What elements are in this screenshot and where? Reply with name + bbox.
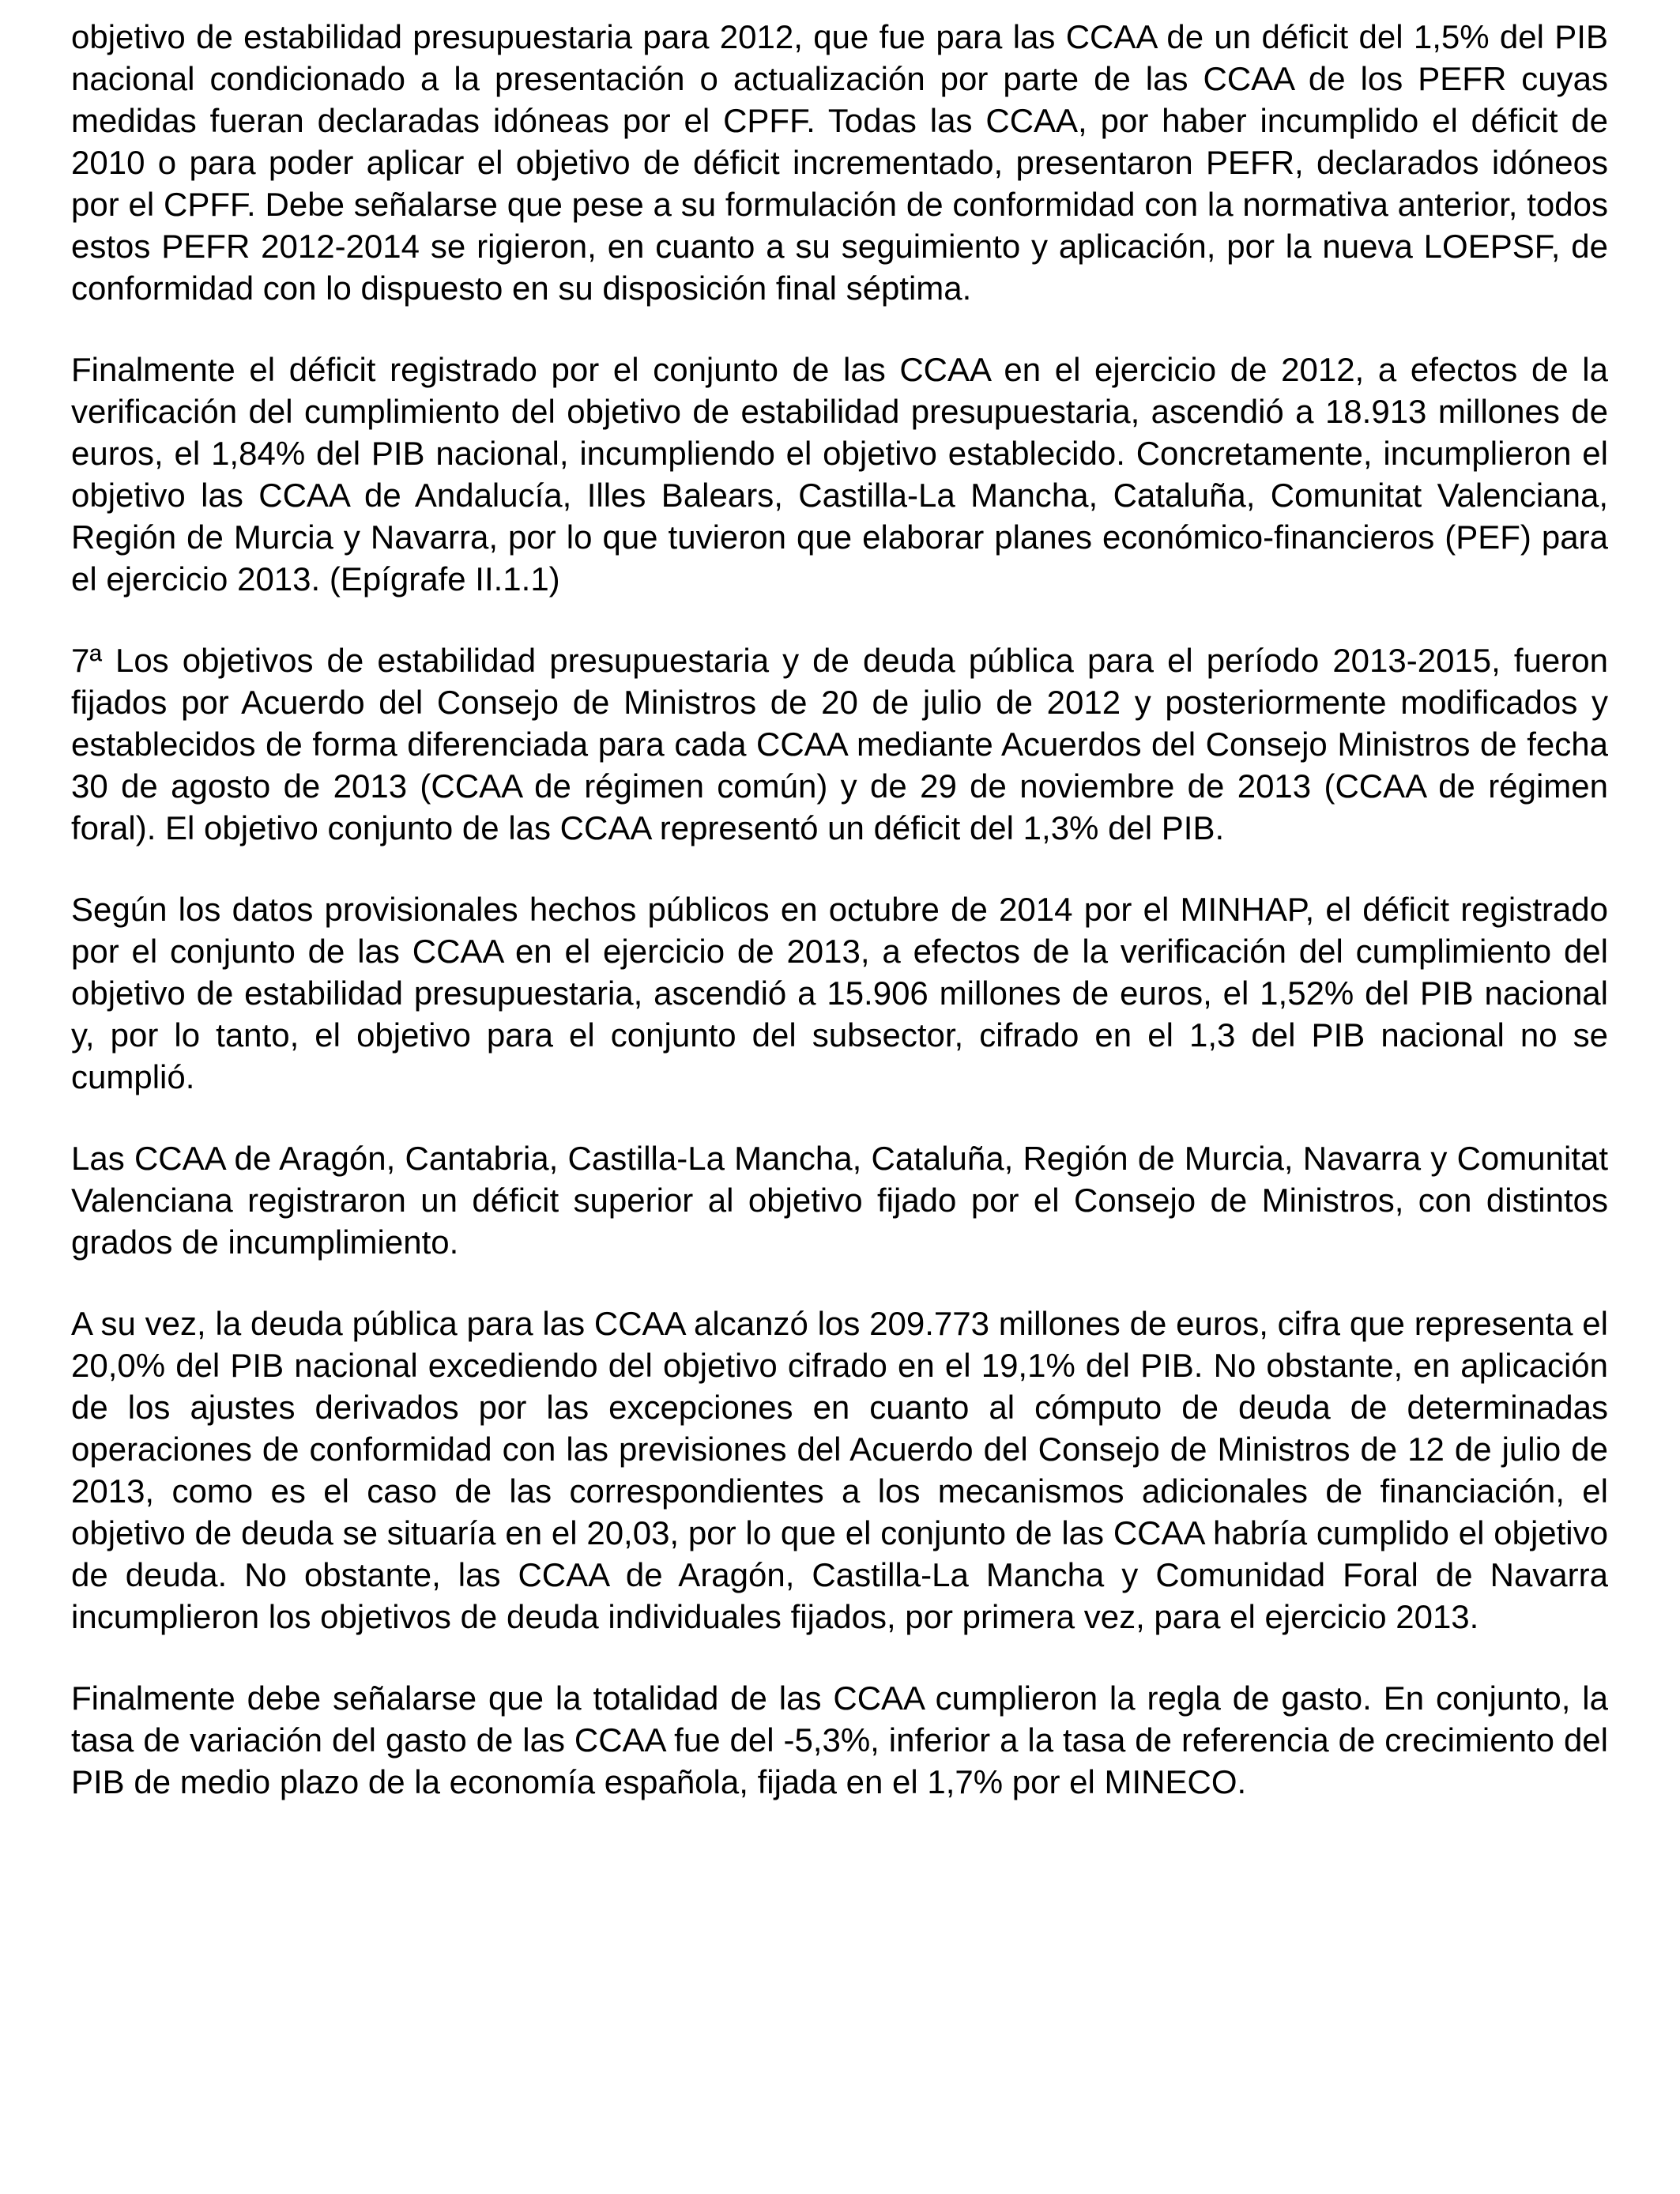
paragraph-deficit-registered-2012: Finalmente el déficit registrado por el conjunto de las CCAA en el ejercicio de 2012, a efectos de la verificación del cumplimiento del objetivo de estabilidad presupuestaria, ascendió a 18.913 millones de euros, el 1,84% del PIB nacional, incumpliendo el objetivo establecido. Concretamente, incumplieron el objetivo las CCAA de Andalucía, Illes Balears, Castilla-La Mancha, Cataluña, Comunitat Valenciana, Región de Murcia y Navarra, por lo que tuvieron que elaborar planes económico-financieros (PEF) para el ejercicio 2013. (Epígrafe II.1.1): [71, 351, 1608, 598]
paragraph-objectives-2013-2015: 7ª Los objetivos de estabilidad presupuestaria y de deuda pública para el período 2013-2015, fueron fijados por Acuerdo del Consejo de Ministros de 20 de julio de 2012 y posteriormente modificados y establecidos de forma diferenciada para cada CCAA mediante Acuerdos del Consejo Ministros de fecha 30 de agosto de 2013 (CCAA de régimen común) y de 29 de noviembre de 2013 (CCAA de régimen foral). El objetivo conjunto de las CCAA representó un déficit del 1,3% del PIB.: [71, 642, 1608, 846]
paragraph-deficit-objective-2012: objetivo de estabilidad presupuestaria para 2012, que fue para las CCAA de un déficit del 1,5% del PIB nacional condicionado a la presentación o actualización por parte de las CCAA de los PEFR cuyas medidas fueran declaradas idóneas por el CPFF. Todas las CCAA, por haber incumplido el déficit de 2010 o para poder aplicar el objetivo de déficit incrementado, presentaron PEFR, declarados idóneos por el CPFF. Debe señalarse que pese a su formulación de conformidad con la normativa anterior, todos estos PEFR 2012-2014 se rigieron, en cuanto a su seguimiento y aplicación, por la nueva LOEPSF, de conformidad con lo dispuesto en su disposición final séptima.: [71, 18, 1608, 307]
paragraph-public-debt: A su vez, la deuda pública para las CCAA alcanzó los 209.773 millones de euros, cifra que representa el 20,0% del PIB nacional excediendo del objetivo cifrado en el 19,1% del PIB. No obstante, en aplicación de los ajustes derivados por las excepciones en cuanto al cómputo de deuda de determinadas operaciones de conformidad con las previsiones del Acuerdo del Consejo de Ministros de 12 de julio de 2013, como es el caso de las correspondientes a los mecanismos adicionales de financiación, el objetivo de deuda se situaría en el 20,03, por lo que el conjunto de las CCAA habría cumplido el objetivo de deuda. No obstante, las CCAA de Aragón, Castilla-La Mancha y Comunidad Foral de Navarra incumplieron los objetivos de deuda individuales fijados, por primera vez, para el ejercicio 2013.: [71, 1305, 1608, 1635]
paragraph-spending-rule: Finalmente debe señalarse que la totalidad de las CCAA cumplieron la regla de gasto. En conjunto, la tasa de variación del gasto de las CCAA fue del -5,3%, inferior a la tasa de referencia de crecimiento del PIB de medio plazo de la economía española, fijada en el 1,7% por el MINECO.: [71, 1679, 1608, 1800]
paragraph-ccaa-exceeding-deficit: Las CCAA de Aragón, Cantabria, Castilla-La Mancha, Cataluña, Región de Murcia, Navarra y Comunitat Valenciana registraron un déficit superior al objetivo fijado por el Consejo de Ministros, con distintos grados de incumplimiento.: [71, 1140, 1608, 1261]
document-page: [71, 16, 1608, 1842]
paragraph-deficit-registered-2013: Según los datos provisionales hechos públicos en octubre de 2014 por el MINHAP, el déficit registrado por el conjunto de las CCAA en el ejercicio de 2013, a efectos de la verificación del cumplimiento del objetivo de estabilidad presupuestaria, ascendió a 15.906 millones de euros, el 1,52% del PIB nacional y, por lo tanto, el objetivo para el conjunto del subsector, cifrado en el 1,3 del PIB nacional no se cumplió.: [71, 891, 1608, 1095]
